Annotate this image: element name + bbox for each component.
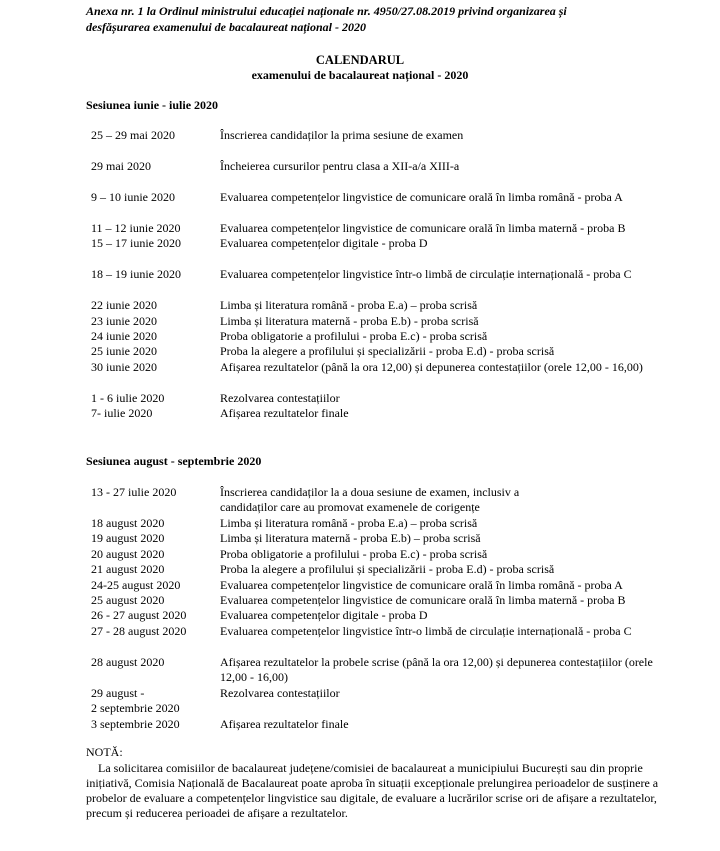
- row-date: 3 septembrie 2020: [91, 717, 180, 731]
- row-date: 11 – 12 iunie 2020: [91, 221, 181, 235]
- document-title: CALENDARUL: [315, 53, 405, 67]
- row-desc: Evaluarea competențelor lingvistice de comunicare orală în limba maternă - proba B: [220, 221, 626, 235]
- header-line-1: Anexa nr. 1 la Ordinul ministrului educației naționale nr. 4950/27.08.2019 privind organizarea și: [86, 4, 567, 18]
- note-title: NOTĂ:: [86, 745, 123, 759]
- row-desc: Afișarea rezultatelor finale: [220, 406, 349, 420]
- row-date: 29 mai 2020: [91, 159, 151, 173]
- row-desc: Rezolvarea contestațiilor: [220, 686, 340, 700]
- row-desc: Evaluarea competențelor digitale - proba D: [220, 236, 428, 250]
- row-date: 25 – 29 mai 2020: [91, 128, 175, 142]
- row-date: 9 – 10 iunie 2020: [91, 190, 175, 204]
- document-subtitle: examenului de bacalaureat național - 2020: [251, 68, 469, 82]
- row-date: 21 august 2020: [91, 562, 165, 576]
- row-desc: Evaluarea competențelor lingvistice de comunicare orală în limba română - proba A: [220, 578, 623, 592]
- row-desc: Evaluarea competențelor lingvistice de comunicare orală în limba maternă - proba B: [220, 593, 626, 607]
- note-body: La solicitarea comisiilor de bacalaureat județene/comisiei de bacalaureat a municipiului București sau din proprie inițiativă, Comisia Națională de Bacalaureat poate aproba în situații excepționale prelungirea perioadelor de susținere a probelor de evaluare a competențelor lingvistice sau digitale, de evaluare a lucrărilor scrise ori de afișare a rezultatelor, precum și reducerea perioadei de afișare a rezultatelor.: [86, 761, 659, 820]
- document-header: [86, 3, 686, 35]
- row-desc: Limba și literatura maternă - proba E.b) – proba scrisă: [220, 531, 481, 545]
- row-desc: Proba obligatorie a profilului - proba E.c) - proba scrisă: [220, 329, 488, 343]
- row-date: 24 iunie 2020: [91, 329, 157, 343]
- row-date: 30 iunie 2020: [91, 360, 157, 374]
- row-date: 1 - 6 iulie 2020: [91, 391, 165, 405]
- row-date: 20 august 2020: [91, 547, 165, 561]
- row-desc: Afișarea rezultatelor la probele scrise (până la ora 12,00) și depunerea contestațiilor (orele 12,00 - 16,00): [220, 655, 653, 684]
- row-desc: Înscrierea candidaților la prima sesiune de examen: [220, 128, 464, 142]
- row-date: 15 – 17 iunie 2020: [91, 236, 181, 250]
- row-date: 18 august 2020: [91, 516, 165, 530]
- row-date: 19 august 2020: [91, 531, 165, 545]
- row-date: 18 – 19 iunie 2020: [91, 267, 181, 281]
- row-desc: Limba și literatura maternă - proba E.b) - proba scrisă: [220, 314, 479, 328]
- row-date: 13 - 27 iulie 2020: [91, 485, 177, 499]
- row-desc: Evaluarea competențelor digitale - proba D: [220, 608, 428, 622]
- row-desc: Evaluarea competențelor lingvistice într-o limbă de circulație internațională - proba C: [220, 267, 632, 281]
- row-desc: Evaluarea competențelor lingvistice într-o limbă de circulație internațională - proba C: [220, 624, 632, 638]
- row-desc: Limba și literatura română - proba E.a) – proba scrisă: [220, 298, 478, 312]
- row-desc: Afișarea rezultatelor finale: [220, 717, 349, 731]
- row-desc: Proba obligatorie a profilului - proba E.c) - proba scrisă: [220, 547, 488, 561]
- row-desc: Rezolvarea contestațiilor: [220, 391, 340, 405]
- row-desc: Încheierea cursurilor pentru clasa a XII-a/a XIII-a: [220, 159, 460, 173]
- row-date: 29 august -: [91, 686, 145, 700]
- header-line-2: desfășurarea examenului de bacalaureat național - 2020: [86, 20, 367, 34]
- row-date: 26 - 27 august 2020: [91, 608, 187, 622]
- row-date: 24-25 august 2020: [91, 578, 181, 592]
- row-desc: Proba la alegere a profilului și specializării - proba E.d) - proba scrisă: [220, 562, 555, 576]
- row-desc: Evaluarea competențelor lingvistice de comunicare orală în limba română - proba A: [220, 190, 623, 204]
- row-date: 23 iunie 2020: [91, 314, 157, 328]
- row-date: 28 august 2020: [91, 655, 165, 669]
- row-date: 22 iunie 2020: [91, 298, 157, 312]
- session-2-heading: Sesiunea august - septembrie 2020: [86, 454, 262, 468]
- row-desc: Proba la alegere a profilului și specializării - proba E.d) - proba scrisă: [220, 344, 555, 358]
- session-1-heading: Sesiunea iunie - iulie 2020: [86, 98, 219, 112]
- row-desc: Afișarea rezultatelor (până la ora 12,00) și depunerea contestațiilor (orele 12,00 - 16,00): [220, 360, 643, 374]
- row-date: 25 august 2020: [91, 593, 165, 607]
- row-date: 25 iunie 2020: [91, 344, 157, 358]
- row-date: 7- iulie 2020: [91, 406, 153, 420]
- row-desc: Înscrierea candidaților la a doua sesiune de examen, inclusiv a candidaților care au promovat examenele de corigențe: [220, 485, 520, 514]
- row-date: 27 - 28 august 2020: [91, 624, 187, 638]
- row-desc: Limba și literatura română - proba E.a) – proba scrisă: [220, 516, 478, 530]
- row-date: 2 septembrie 2020: [91, 701, 180, 715]
